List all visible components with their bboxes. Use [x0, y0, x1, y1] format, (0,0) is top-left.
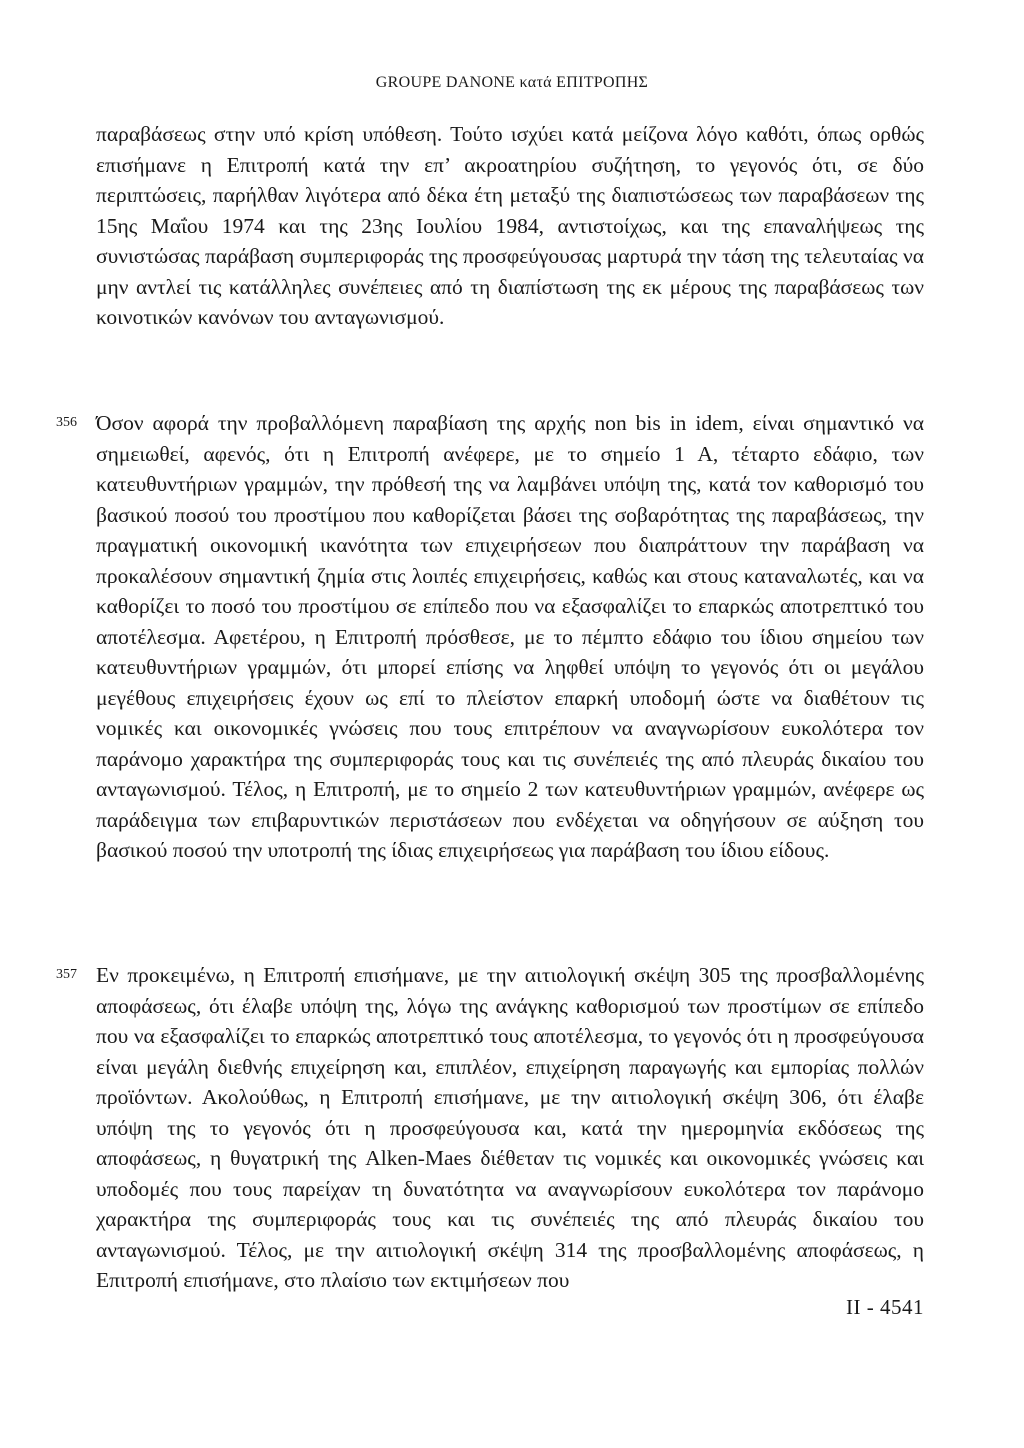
paragraph-continuation: παραβάσεως στην υπό κρίση υπόθεση. Τούτο ισχύει κατά μείζονα λόγο καθότι, όπως ορθώς επισήμανε η Επιτροπή κατά την επ’ ακροατηρίου συζήτηση, το γεγονός ότι, σε δύο περιπτώσεις, παρήλθαν λιγότερα από δέκα έτη μεταξύ της διαπιστώσεως των παραβάσεων της 15ης Μαΐου 1974 και της 23ης Ιουλίου 1984, αντιστοίχως, και της επαναλήψεως της συνιστώσας παράβαση συμπεριφοράς της προσφεύγουσας μαρτυρά την τάση της τελευταίας να μην αντλεί τις κατάλληλες συνέπειες από τη διαπίστωση της εκ μέρους της παραβάσεως των κοινοτικών κανόνων του ανταγωνισμού.	[96, 122, 924, 329]
page-number: II - 4541	[846, 1295, 924, 1319]
running-header: GROUPE DANONE κατά ΕΠΙΤΡΟΠΗΣ	[375, 74, 649, 91]
paragraph-357: Εν προκειμένω, η Επιτροπή επισήμανε, με την αιτιολογική σκέψη 305 της προσβαλλομένης αποφάσεως, ότι έλαβε υπόψη της, λόγω της ανάγκης καθορισμού των προστίμων σε επίπεδο που να εξασφαλίζει το επαρκώς αποτρεπτικό τους αποτέλεσμα, το γεγονός ότι η προσφεύγουσα είναι μεγάλη διεθνής επιχείρηση και, επιπλέον, επιχείρηση παραγωγής και εμπορίας πολλών προϊόντων. Ακολούθως, η Επιτροπή επισήμανε, με την αιτιολογική σκέψη 306, ότι έλαβε υπόψη της το γεγονός ότι η προσφεύγουσα και, κατά την ημερομηνία εκδόσεως της αποφάσεως, η θυγατρική της Alken-Maes διέθεταν τις νομικές και οικονομικές γνώσεις και υποδομές που τους παρείχαν τη δυνατότητα να αναγνωρίσουν ευκολότερα τον παράνομο χαρακτήρα της συμπεριφοράς τους και τις συνέπειές της από πλευράς δικαίου του ανταγωνισμού. Τέλος, με την αιτιολογική σκέψη 314 της προσβαλλομένης αποφάσεως, η Επιτροπή επισήμανε, στο πλαίσιο των εκτιμήσεων που	[96, 963, 924, 1292]
paragraph-number-357: 357	[56, 967, 77, 982]
paragraph-356: Όσον αφορά την προβαλλόμενη παραβίαση της αρχής non bis in idem, είναι σημαντικό να σημειωθεί, αφενός, ότι η Επιτροπή ανέφερε, με το σημείο 1 Α, τέταρτο εδάφιο, των κατευθυντήριων γραμμών, την πρόθεσή της να λαμβάνει υπόψη της, κατά τον καθορισμό του βασικού ποσού του προστίμου που καθορίζεται βάσει της σοβαρότητας της παραβάσεως, την πραγματική οικονομική ικανότητα των επιχειρήσεων που διαπράττουν την παράβαση να προκαλέσουν σημαντική ζημία στις λοιπές επιχειρήσεις, καθώς και στους καταναλωτές, και να καθορίζει το ποσό του προστίμου σε επίπεδο που να εξασφαλίζει το επαρκώς αποτρεπτικό του αποτέλεσμα. Αφετέρου, η Επιτροπή πρόσθεσε, με το πέμπτο εδάφιο του ίδιου σημείου των κατευθυντήριων γραμμών, ότι μπορεί επίσης να ληφθεί υπόψη το γεγονός ότι οι μεγάλου μεγέθους επιχειρήσεις έχουν ως επί το πλείστον επαρκή υποδομή ώστε να διαθέτουν τις νομικές και οικονομικές γνώσεις που τους επιτρέπουν να αναγνωρίσουν ευκολότερα τον παράνομο χαρακτήρα της συμπεριφοράς τους και τις συνέπειές της από πλευράς δικαίου του ανταγωνισμού. Τέλος, η Επιτροπή, με το σημείο 2 των κατευθυντήριων γραμμών, ανέφερε ως παράδειγμα των επιβαρυντικών περιστάσεων που ενδέχεται να οδηγήσουν σε αύξηση του βασικού ποσού την υποτροπή της ίδιας επιχειρήσεως για παράβαση του ίδιου είδους.	[96, 411, 924, 862]
paragraph-number-356: 356	[56, 415, 77, 430]
